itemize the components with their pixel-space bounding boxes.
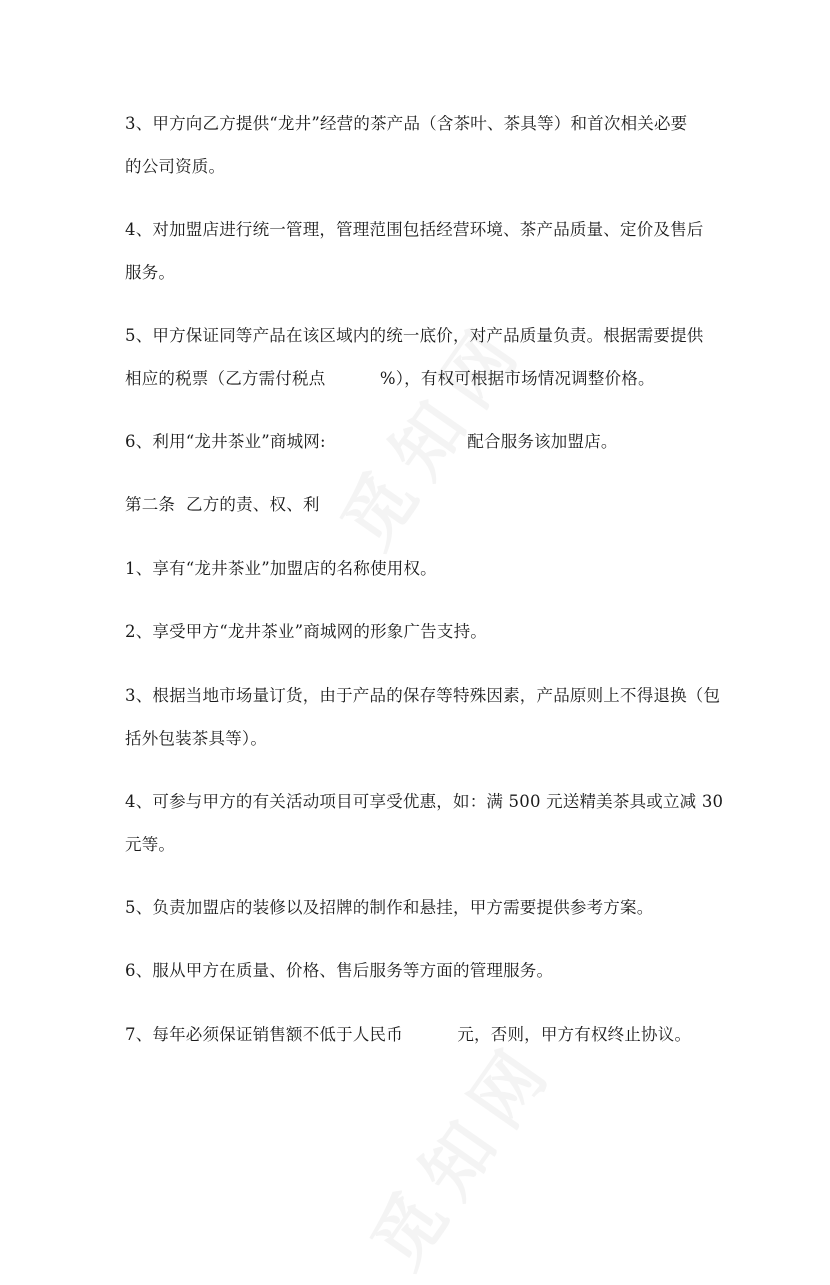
paragraph-line: 7、每年必须保证销售额不低于人民币 元，否则，甲方有权终止协议。 <box>125 1025 692 1044</box>
paragraph-line: 4、可参与甲方的有关活动项目可享受优惠，如：满 500 元送精美茶具或立减 30 <box>125 792 724 811</box>
paragraph-line: 括外包装茶具等）。 <box>125 729 268 748</box>
paragraph-line: 的公司资质。 <box>125 157 226 176</box>
watermark <box>344 1016 575 1285</box>
paragraph-line: 服务。 <box>125 263 176 282</box>
paragraph-line: 6、服从甲方在质量、价格、售后服务等方面的管理服务。 <box>125 961 554 980</box>
paragraph-line: 3、根据当地市场量订货，由于产品的保存等特殊因素，产品原则上不得退换（包 <box>125 686 721 705</box>
paragraph-line: 4、对加盟店进行统一管理，管理范围包括经营环境、茶产品质量、定价及售后 <box>125 220 704 239</box>
paragraph-line: 1、享有“龙井茶业”加盟店的名称使用权。 <box>125 559 437 578</box>
paragraph-line: 相应的税票（乙方需付税点 %），有权可根据市场情况调整价格。 <box>125 369 655 388</box>
paragraph-line: 2、享受甲方“龙井茶业”商城网的形象广告支持。 <box>125 622 487 641</box>
paragraph-line: 元等。 <box>125 835 176 854</box>
paragraph-line: 6、利用“龙井茶业”商城网: 配合服务该加盟店。 <box>125 432 618 451</box>
paragraph-line: 5、甲方保证同等产品在该区域内的统一底价，对产品质量负责。根据需要提供 <box>125 326 704 345</box>
paragraph-line: 5、负责加盟店的装修以及招牌的制作和悬挂，甲方需要提供参考方案。 <box>125 898 654 917</box>
section-heading: 第二条 乙方的责、权、利 <box>125 495 320 514</box>
paragraph-line: 3、甲方向乙方提供“龙井”经营的茶产品（含茶叶、茶具等）和首次相关必要 <box>125 114 688 133</box>
